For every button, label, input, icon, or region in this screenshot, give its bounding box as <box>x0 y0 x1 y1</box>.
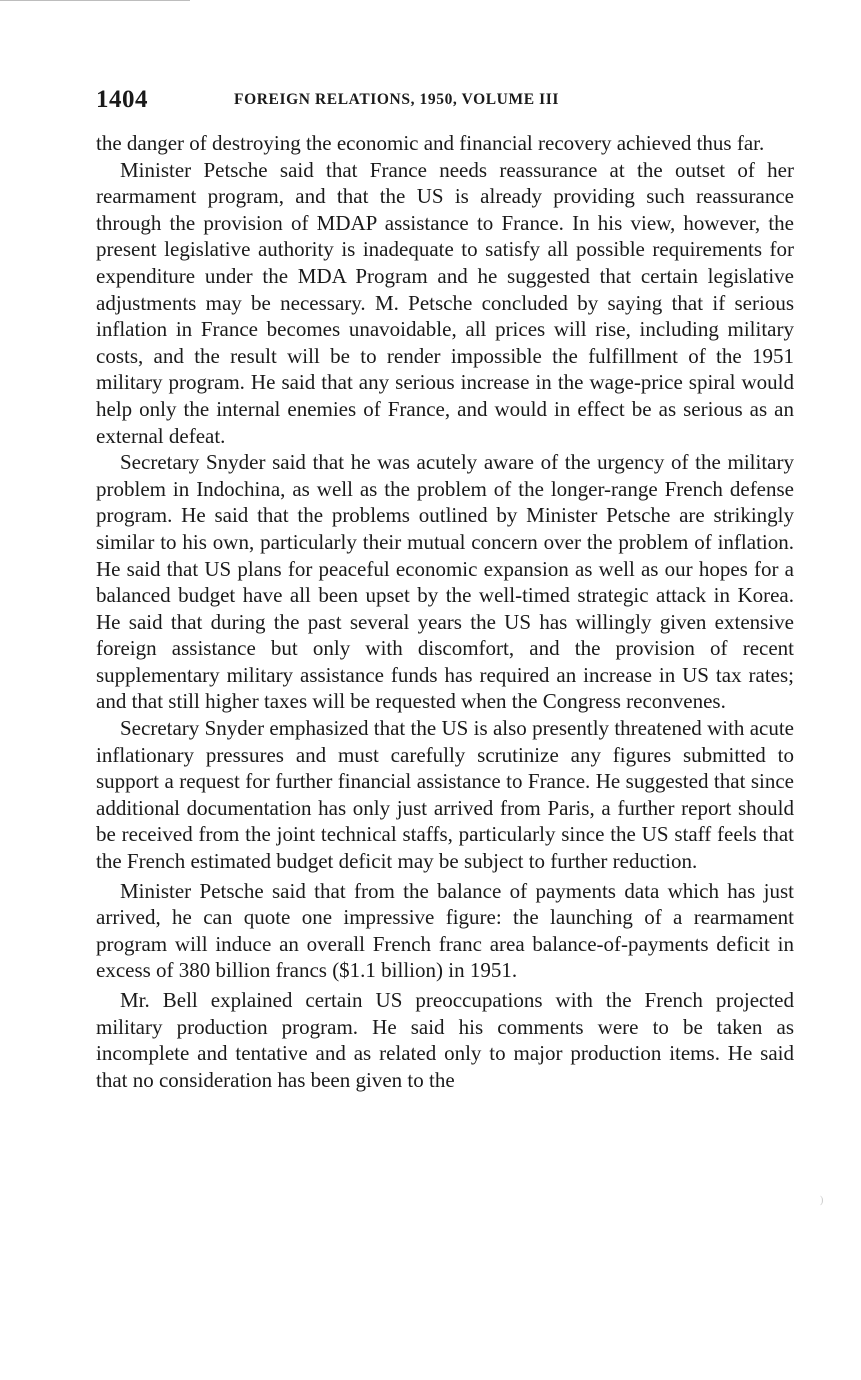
margin-speck: ) <box>820 1195 824 1206</box>
paragraph-continuation: the danger of destroying the economic and financial recovery achieved thus far. <box>96 131 765 155</box>
body-text <box>96 130 794 1093</box>
top-rule-divider <box>0 0 190 1</box>
paragraph-petsche-reassurance: Minister Petsche said that France needs reassurance at the outset of her rearmament program, and that the US is already providing such reassurance through the provision of MDAP assistance to France. In his view, however, the present legislative authority is inadequate to satisfy all possible requirements for expenditure under the MDA Program and he suggested that certain legislative adjustments may be necessary. M. Petsche concluded by saying that if serious inflation in France becomes unavoidable, all prices will rise, including military costs, and the result will be to render impossible the fulfillment of the 1951 military program. He said that any serious increase in the wage-price spiral would help only the internal enemies of France, and would in effect be as serious as an external defeat. <box>96 157 794 448</box>
page-header <box>96 86 796 120</box>
paragraph-snyder-inflation: Secretary Snyder emphasized that the US is also presently threatened with acute inflationary pressures and must carefully scrutinize any figures submitted to support a request for further financial assistance to France. He suggested that since additional documentation has only just arrived from Paris, a further report should be received from the joint technical staffs, particularly since the US staff feels that the French estimated budget deficit may be subject to further reduction. <box>96 716 794 874</box>
paragraph-petsche-balance-of-payments: Minister Petsche said that from the balance of payments data which has just arrived, he can quote one impressive figure: the launching of a rearmament program will induce an overall French franc area balance-of-payments deficit in excess of 380 billion francs ($1.1 billion) in 1951. <box>96 878 794 983</box>
page-number: 1404 <box>96 86 148 113</box>
paragraph-bell-production: Mr. Bell explained certain US preoccupations with the French projected military production program. He said his comments were to be taken as incomplete and tentative and as related only to major production items. He said that no consideration has been given to the <box>96 988 794 1092</box>
paragraph-snyder-urgency: Secretary Snyder said that he was acutely aware of the urgency of the military problem in Indochina, as well as the problem of the longer-range French defense program. He said that the problems outlined by Minister Petsche are strikingly similar to his own, particularly their mutual concern over the problem of inflation. He said that US plans for peaceful economic expansion as well as our hopes for a balanced budget have all been upset by the well-timed strategic attack in Korea. He said that during the past several years the US has willingly given extensive foreign assistance but only with discomfort, and the provision of recent supplementary military assistance funds has required an increase in US tax rates; and that still higher taxes will be requested when the Congress reconvenes. <box>96 450 794 714</box>
running-title: FOREIGN RELATIONS, 1950, VOLUME III <box>234 91 559 108</box>
